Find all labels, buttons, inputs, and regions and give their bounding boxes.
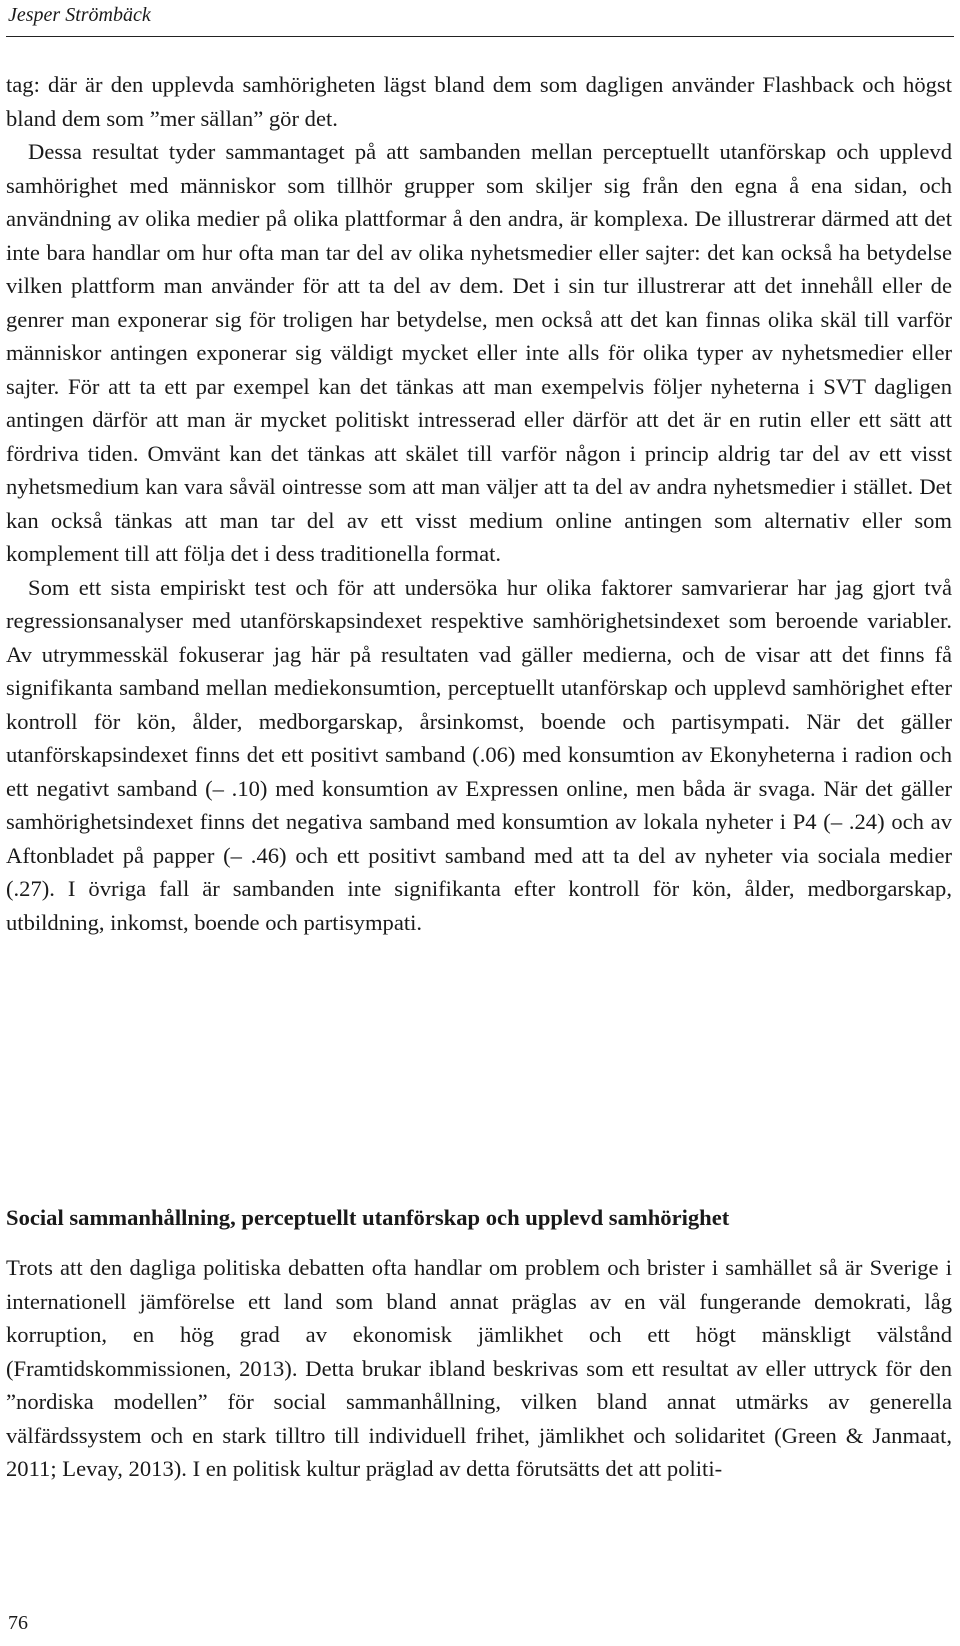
paragraph: tag: där är den upplevda samhörigheten lägst bland dem som dagligen använder Flashback och högst bland dem som ”mer sällan” gör det. <box>6 72 952 131</box>
paragraph: Dessa resultat tyder sammantaget på att sambanden mellan perceptuellt utanförskap och upplevd samhörighet med människor som tillhör grupper som skiljer sig från den egna å ena sidan, och användning av olika medier på olika plattformar å den andra, är komplexa. De illustrerar därmed att det inte bara handlar om hur ofta man tar del av olika nyhetsmedier eller sajter: det kan också ha betydelse vilken plattform man använder för att ta del av dem. Det i sin tur illustrerar att det innehåll eller de genrer man exponerar sig för troligen har betydelse, men också att det kan finnas olika skäl till varför människor antingen exponerar sig väldigt mycket eller inte alls för olika typer av nyhetsmedier eller sajter. För att ta ett par exempel kan det tänkas att man exempelvis följer nyheterna i SVT dagligen antingen därför att man är mycket politiskt intresserad eller därför att det är en rutin eller ett sätt att fördriva tiden. Omvänt kan det tänkas att skälet till varför någon i princip aldrig tar del av ett visst nyhetsmedium kan vara såväl ointresse som att man väljer att ta del av andra nyhetsmedier i stället. Det kan också tänkas att man tar del av ett visst medium online antingen som alternativ eller som komplement till att följa det i dess traditionella format. <box>6 139 952 566</box>
paragraph: Trots att den dagliga politiska debatten ofta handlar om problem och brister i samhället så är Sverige i internationell jämförelse ett land som bland annat präglas av en väl fungerande demokrati, låg korruption, en hög grad av ekonomisk jämlikhet och ett högt mänskligt välstånd (Framtidskommissionen, 2013). Detta brukar ibland beskrivas som ett resultat av eller uttryck för den ”nordiska modellen” för social sammanhållning, vilken bland annat utmärks av generella välfärdssystem och en stark tilltro till individuell frihet, jämlikhet och solidaritet (Green & Janmaat, 2011; Levay, 2013). I en politisk kultur präglad av detta förutsätts det att politi- <box>6 1255 952 1481</box>
paragraph: Som ett sista empiriskt test och för att undersöka hur olika faktorer samvarierar har jag gjort två regressionsanalyser med utanförskapsindexet respektive samhörighetsindexet som beroende variabler. Av utrymmesskäl fokuserar jag här på resultaten vad gäller medierna, och de visar att det finns få signifikanta samband mellan mediekonsumtion, perceptuellt utanförskap och upplevd samhörighet efter kontroll för kön, ålder, medborgarskap, årsinkomst, boende och partisympati. När det gäller utanförskapsindexet finns det ett positivt samband (.06) med konsumtion av Ekonyheterna i radion och ett negativt samband (– .10) med konsumtion av Expressen online, men båda är svaga. När det gäller samhörighetsindexet finns det negativa samband med konsumtion av lokala nyheter i P4 (– .24) och av Aftonbladet på papper (– .46) och ett positivt samband med att ta del av nyheter via sociala medier (.27). I övriga fall är sambanden inte signifikanta efter kontroll för kön, ålder, medborgarskap, utbildning, inkomst, boende och partisympati. <box>6 574 952 935</box>
section-body-text <box>6 1251 952 1486</box>
header-rule <box>6 36 954 37</box>
section-heading: Social sammanhållning, perceptuellt utanförskap och upplevd samhörighet <box>6 1205 730 1230</box>
body-text <box>6 68 952 939</box>
page-number: 76 <box>8 1612 28 1634</box>
running-head-author: Jesper Strömbäck <box>8 4 151 26</box>
